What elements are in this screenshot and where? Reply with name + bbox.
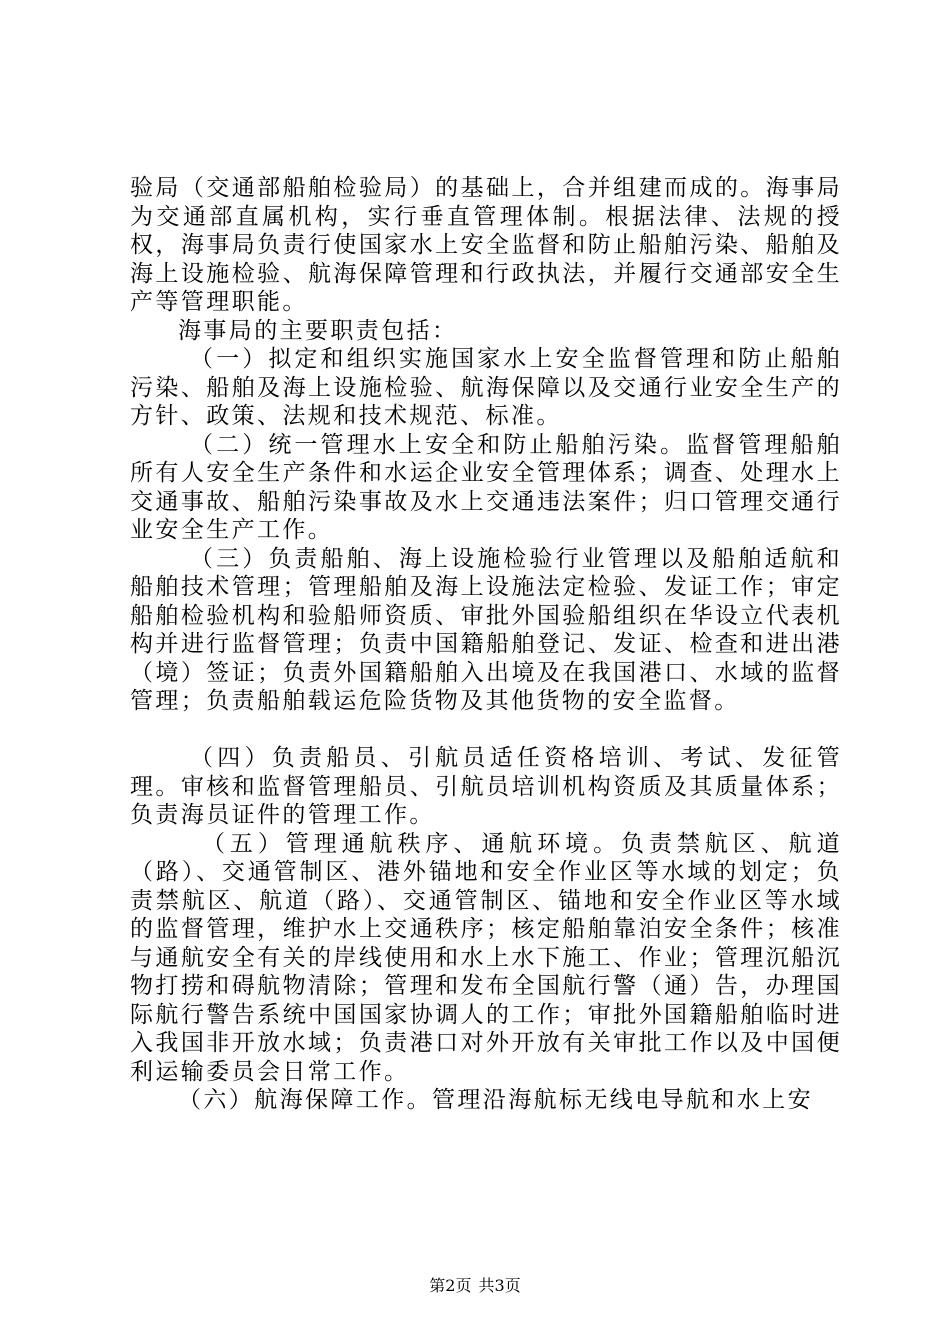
paragraph-duty-6: （六）航海保障工作。管理沿海航标无线电导航和水上安	[178, 1087, 813, 1113]
document-body	[130, 174, 842, 1115]
paragraph-duty-4: （四）负责船员、引航员适任资格培训、考试、发征管理。审核和监督管理船员、引航员培训机构资质及其质量体系；负责海员证件的管理工作。	[130, 745, 842, 828]
paragraph-duty-1: （一）拟定和组织实施国家水上安全监督管理和防止船舶污染、船舶及海上设施检验、航海保障以及交通行业安全生产的方针、政策、法规和技术规范、标准。	[130, 346, 842, 429]
paragraph-duty-5: （五）管理通航秩序、通航环境。负责禁航区、航道（路）、交通管制区、港外锚地和安全作业区等水域的划定；负责禁航区、航道（路）、交通管制区、锚地和安全作业区等水域的监督管理，维护水上交通秩序；核定船舶靠泊安全条件；核准与通航安全有关的岸线使用和水上水下施工、作业；管理沉船沉物打捞和碍航物清除；管理和发布全国航行警（通）告，办理国际航行警告系统中国国家协调人的工作；审批外国籍船舶临时进入我国非开放水域；负责港口对外开放有关审批工作以及中国便利运输委员会日常工作。	[130, 830, 842, 1085]
page-total: 共3页	[478, 1276, 521, 1295]
paragraph-duties-heading: 海事局的主要职责包括：	[178, 317, 458, 344]
paragraph-duty-2: （二）统一管理水上安全和防止船舶污染。监督管理船舶所有人安全生产条件和水运企业安全管理体系；调查、处理水上交通事故、船舶污染事故及水上交通违法案件；归口管理交通行业安全生产工作。	[130, 431, 842, 543]
page-footer	[0, 1276, 950, 1296]
page-number: 第2页	[429, 1276, 472, 1295]
paragraph-duty-3: （三）负责船舶、海上设施检验行业管理以及船舶适航和船舶技术管理；管理船舶及海上设施法定检验、发证工作；审定船舶检验机构和验船师资质、审批外国验船组织在华设立代表机构并进行监督管理；负责中国籍船舶登记、发证、检查和进出港（境）签证；负责外国籍船舶入出境及在我国港口、水域的监督管理；负责船舶载运危险货物及其他货物的安全监督。	[130, 545, 842, 714]
paragraph-intro: 验局（交通部船舶检验局）的基础上，合并组建而成的。海事局为交通部直属机构，实行垂直管理体制。根据法律、法规的授权，海事局负责行使国家水上安全监督和防止船舶污染、船舶及海上设施检验、航海保障管理和行政执法，并履行交通部安全生产等管理职能。	[130, 175, 842, 315]
